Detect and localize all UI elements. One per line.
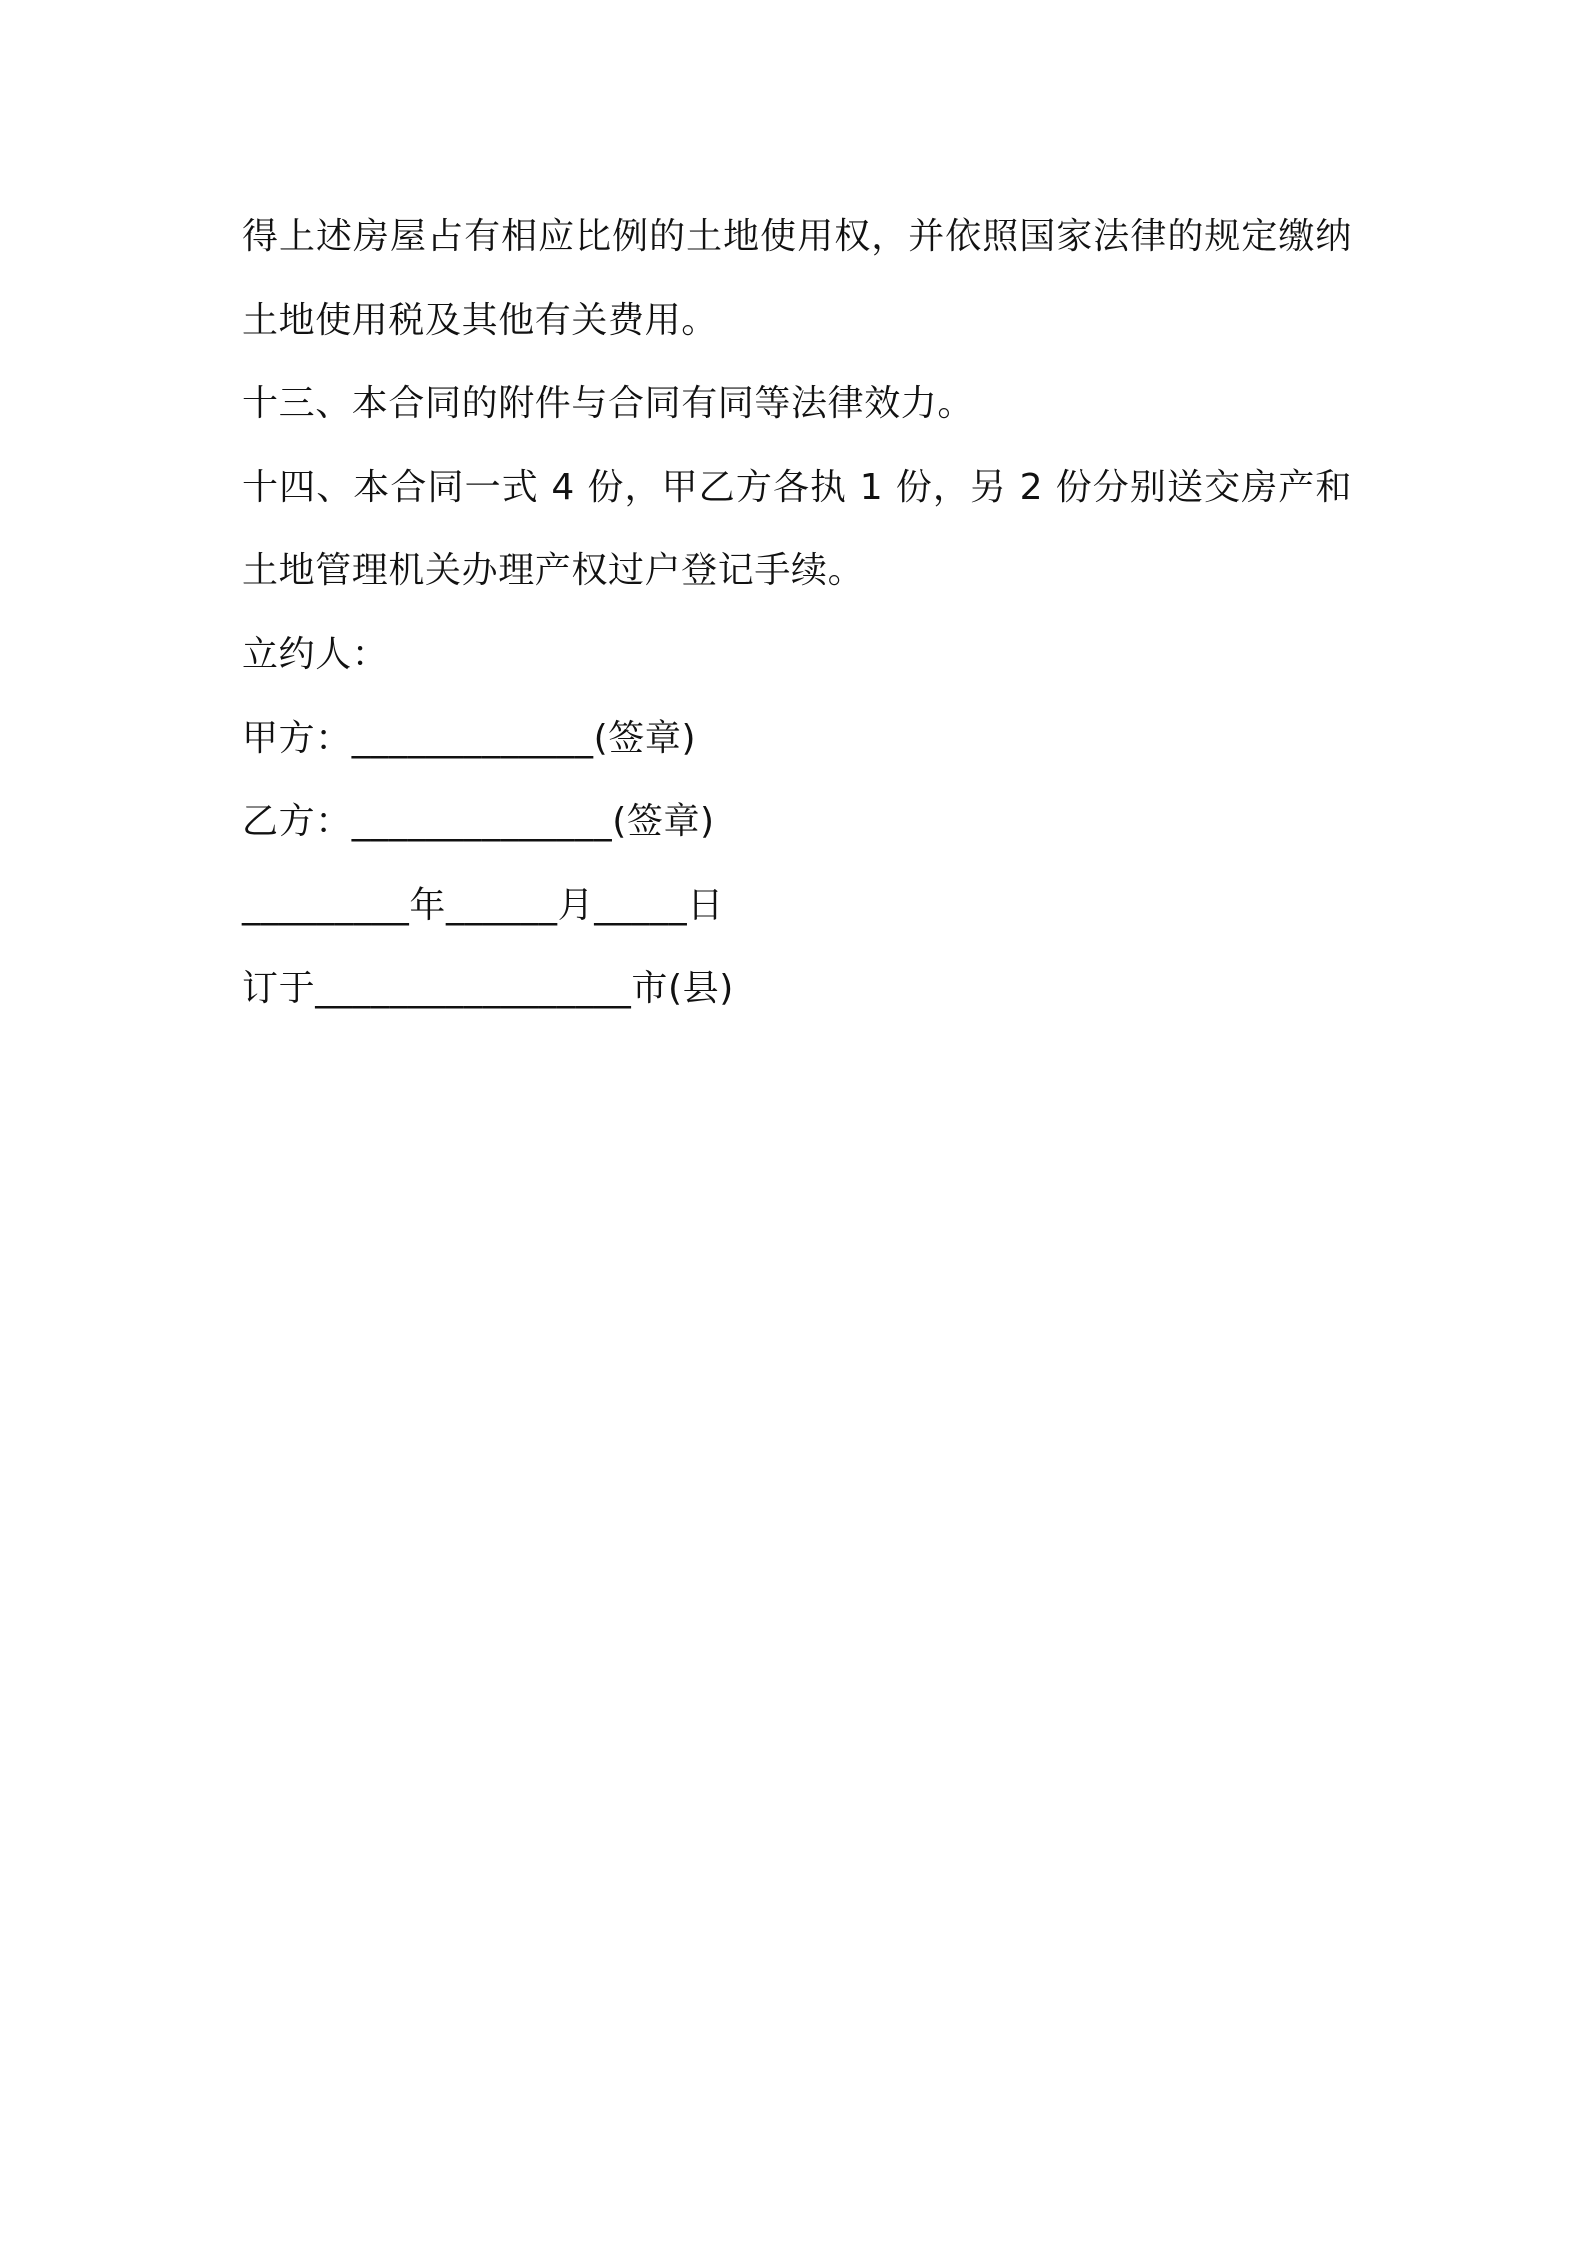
clause-fourteen-line-1: 十四、本合同一式 4 份，甲乙方各执 1 份，另 2 份分别送交房产和: [242, 466, 1352, 508]
party-b-signature-line: 乙方：______________(签章): [242, 801, 715, 843]
signing-location-line: 订于_________________市(县): [242, 968, 734, 1010]
clause-twelve-continuation-line-2: 土地使用税及其他有关费用。: [242, 299, 718, 341]
document-body: [242, 195, 1352, 1031]
party-a-signature-line: 甲方：_____________(签章): [242, 717, 697, 759]
clause-fourteen-line-2: 土地管理机关办理产权过户登记手续。: [242, 550, 865, 592]
signatories-heading: 立约人：: [242, 633, 389, 675]
clause-twelve-continuation-line-1: 得上述房屋占有相应比例的土地使用权，并依照国家法律的规定缴纳: [242, 216, 1352, 257]
date-line: _________年______月_____日: [242, 884, 724, 926]
clause-thirteen: 十三、本合同的附件与合同有同等法律效力。: [242, 383, 975, 425]
